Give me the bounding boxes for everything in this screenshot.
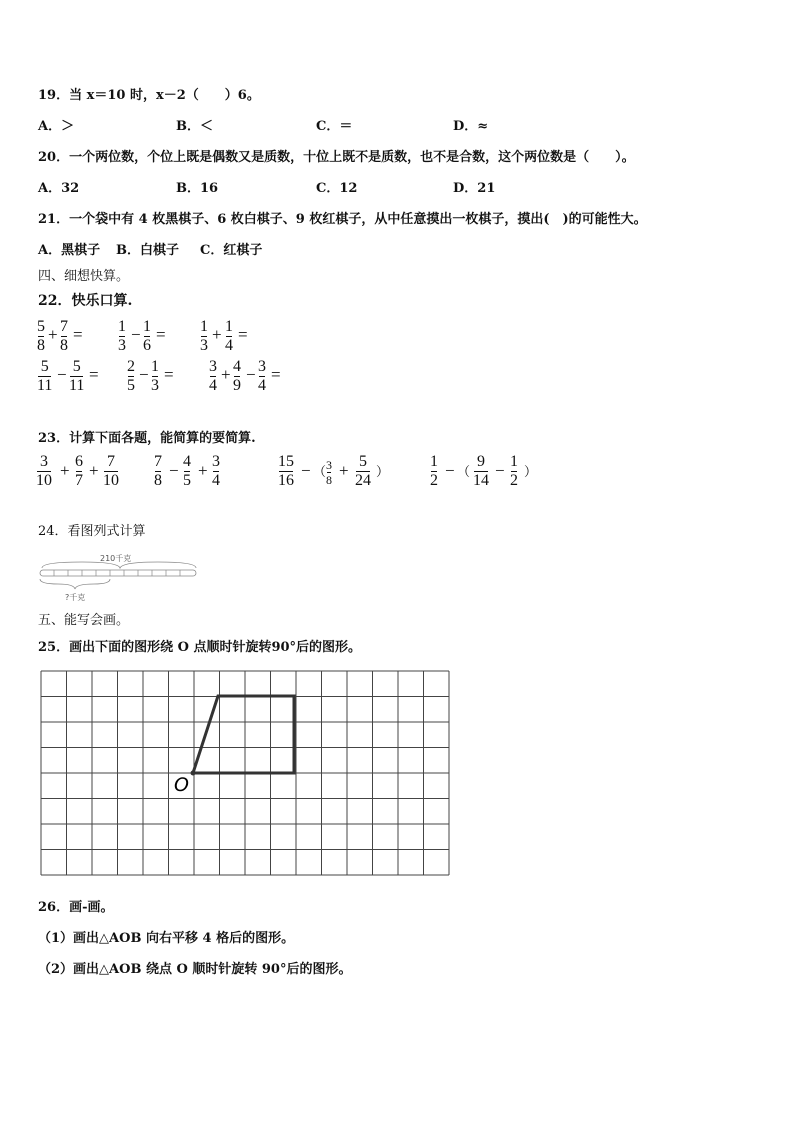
fraction: 2 5 bbox=[127, 358, 135, 394]
fraction: 1 2 bbox=[430, 453, 438, 489]
q26-title: 26．画-画。 bbox=[38, 900, 114, 915]
bottom-brace bbox=[40, 579, 110, 589]
fraction: 6 7 bbox=[75, 453, 83, 489]
fraction: 5 11 bbox=[69, 358, 85, 394]
segment-bottom-label: ?千克 bbox=[65, 593, 86, 602]
segment-top-label: 210千克 bbox=[100, 554, 132, 563]
rotation-grid bbox=[40, 670, 450, 876]
fraction: 1 6 bbox=[143, 318, 151, 354]
fraction: 4 5 bbox=[183, 453, 191, 489]
plus-sign: + bbox=[339, 461, 349, 480]
q23-title: 23．计算下面各题，能简算的要简算. bbox=[38, 431, 256, 446]
plus-sign: + bbox=[60, 461, 70, 480]
right-paren: ） bbox=[376, 464, 390, 479]
right-paren: ） bbox=[524, 464, 538, 479]
fraction: 3 8 bbox=[326, 458, 332, 487]
segment-ticks bbox=[54, 570, 180, 576]
fraction: 5 11 bbox=[37, 358, 53, 394]
fraction: 3 4 bbox=[209, 358, 217, 394]
plus-sign: + bbox=[48, 325, 58, 344]
fraction: 3 4 bbox=[212, 453, 220, 489]
q19-option-a[interactable]: A．＞ bbox=[38, 119, 75, 134]
equals-sign: = bbox=[73, 325, 83, 344]
left-paren: （ bbox=[457, 464, 471, 479]
fraction: 1 2 bbox=[510, 453, 518, 489]
segment-bar bbox=[40, 570, 196, 576]
equals-sign: = bbox=[271, 365, 281, 384]
equals-sign: = bbox=[89, 365, 99, 384]
q25-title: 25．画出下面的图形绕 O 点顺时针旋转90°后的图形。 bbox=[38, 640, 362, 655]
fraction: 4 9 bbox=[233, 358, 241, 394]
fraction: 5 24 bbox=[355, 453, 371, 489]
q20-option-d[interactable]: D．21 bbox=[453, 181, 496, 196]
minus-sign: − bbox=[131, 325, 141, 344]
plus-sign: + bbox=[212, 325, 222, 344]
q22-title: 22．快乐口算. bbox=[38, 293, 133, 309]
fraction: 7 8 bbox=[154, 453, 162, 489]
q21-option-c[interactable]: C．红棋子 bbox=[200, 243, 263, 258]
equals-sign: = bbox=[156, 325, 166, 344]
left-paren: （ bbox=[313, 464, 327, 479]
plus-sign: + bbox=[198, 461, 208, 480]
minus-sign: − bbox=[445, 461, 455, 480]
equals-sign: = bbox=[164, 365, 174, 384]
q19-option-c[interactable]: C．＝ bbox=[316, 119, 353, 134]
plus-sign: + bbox=[221, 365, 231, 384]
plus-sign: + bbox=[89, 461, 99, 480]
fraction: 1 4 bbox=[225, 318, 233, 354]
q24-title: 24．看图列式计算 bbox=[38, 524, 146, 539]
fraction: 1 3 bbox=[151, 358, 159, 394]
point-o-label: O bbox=[174, 774, 189, 796]
q20-stem: 20．一个两位数，个位上既是偶数又是质数，十位上既不是质数，也不是合数，这个两位数是（ ）。 bbox=[38, 150, 635, 165]
minus-sign: − bbox=[495, 461, 505, 480]
fraction: 1 3 bbox=[200, 318, 208, 354]
minus-sign: − bbox=[246, 365, 256, 384]
fraction: 3 4 bbox=[258, 358, 266, 394]
fraction: 1 3 bbox=[118, 318, 126, 354]
section-5-heading: 五、能写会画。 bbox=[38, 613, 130, 628]
q20-option-b[interactable]: B．16 bbox=[176, 181, 219, 196]
fraction: 7 8 bbox=[60, 318, 68, 354]
fraction: 9 14 bbox=[473, 453, 489, 489]
equals-sign: = bbox=[238, 325, 248, 344]
point-o bbox=[191, 771, 196, 776]
q20-option-c[interactable]: C．12 bbox=[316, 181, 358, 196]
q21-stem: 21．一个袋中有 4 枚黑棋子、6 枚白棋子、9 枚红棋子，从中任意摸出一枚棋子，摸出( )的可能性大。 bbox=[38, 212, 647, 227]
section-4-heading: 四、细想快算。 bbox=[38, 269, 130, 284]
q19-option-b[interactable]: B．＜ bbox=[176, 119, 213, 134]
quadrilateral-shape bbox=[193, 696, 294, 773]
q20-option-a[interactable]: A．32 bbox=[38, 181, 80, 196]
minus-sign: − bbox=[169, 461, 179, 480]
minus-sign: − bbox=[139, 365, 149, 384]
q21-option-b[interactable]: B．白棋子 bbox=[116, 243, 179, 258]
q26-part-2: （2）画出△AOB 绕点 O 顺时针旋转 90°后的图形。 bbox=[38, 962, 352, 977]
minus-sign: − bbox=[301, 461, 311, 480]
fraction: 7 10 bbox=[103, 453, 119, 489]
minus-sign: − bbox=[57, 365, 67, 384]
fraction: 5 8 bbox=[37, 318, 45, 354]
q19-stem: 19．当 x＝10 时，x－2（ ）6。 bbox=[38, 88, 260, 103]
q19-option-d[interactable]: D．≈ bbox=[453, 119, 489, 134]
q26-part-1: （1）画出△AOB 向右平移 4 格后的图形。 bbox=[38, 931, 295, 946]
fraction: 15 16 bbox=[278, 453, 294, 489]
q21-option-a[interactable]: A．黑棋子 bbox=[38, 243, 101, 258]
segment-diagram bbox=[38, 548, 200, 604]
fraction: 3 10 bbox=[36, 453, 52, 489]
